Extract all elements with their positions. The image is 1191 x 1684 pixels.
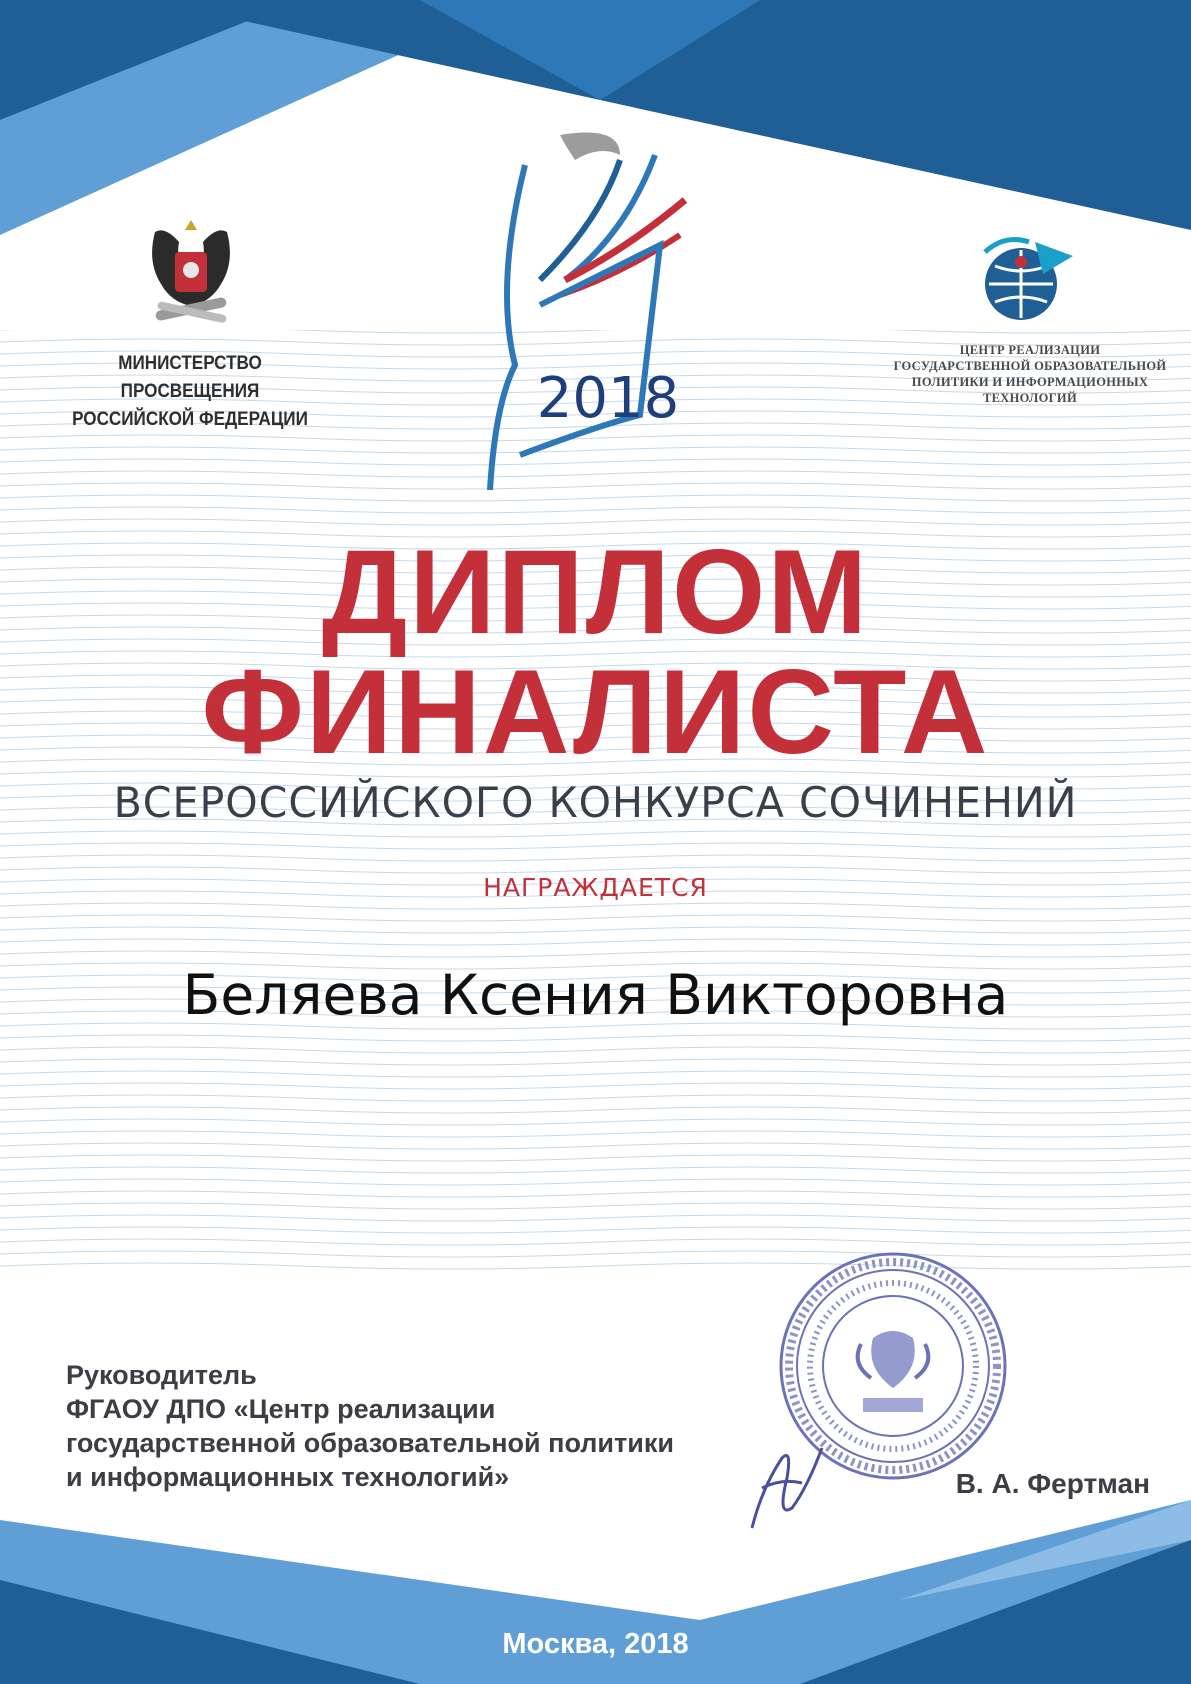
diploma-title-line2: ФИНАЛИСТА — [201, 645, 990, 779]
head-position-line1: Руководитель — [66, 1360, 257, 1390]
signer-name: В. А. Фертман — [955, 1468, 1150, 1499]
center-name-line4: ТЕХНОЛОГИЙ — [983, 391, 1077, 405]
coat-of-arms-icon — [135, 212, 247, 336]
ministry-name — [55, 350, 325, 434]
center-name — [880, 342, 1180, 406]
signature-icon — [742, 1418, 832, 1538]
contest-emblem-icon — [470, 125, 740, 510]
center-name-line2: ГОСУДАРСТВЕННОЙ ОБРАЗОВАТЕЛЬНОЙ — [893, 359, 1167, 373]
city-year: Москва, 2018 — [502, 1628, 689, 1660]
head-position-line2: ФГАОУ ДПО «Центр реализации — [66, 1394, 496, 1424]
head-position-line3: государственной образовательной политики — [66, 1428, 674, 1458]
ministry-name-line1: МИНИСТЕРСТВО ПРОСВЕЩЕНИЯ — [118, 353, 262, 402]
emblem-year: 2018 — [536, 366, 680, 431]
diploma-title-line1: ДИПЛОМ — [321, 525, 870, 659]
center-name-line1: ЦЕНТР РЕАЛИЗАЦИИ — [959, 343, 1101, 357]
center-name-line3: ПОЛИТИКИ И ИНФОРМАЦИОННЫХ — [911, 375, 1149, 389]
head-position-line4: и информационных технологий» — [66, 1462, 510, 1492]
center-logo-icon — [975, 232, 1079, 328]
recipient-name: Беляева Ксения Викторовна — [182, 963, 1009, 1027]
diploma-subtitle: ВСЕРОССИЙСКОГО КОНКУРСА СОЧИНЕНИЙ — [113, 778, 1078, 827]
awarded-label: НАГРАЖДАЕТСЯ — [483, 873, 708, 902]
head-position — [66, 1358, 766, 1494]
ministry-name-line2: РОССИЙСКОЙ ФЕДЕРАЦИИ — [72, 409, 308, 430]
